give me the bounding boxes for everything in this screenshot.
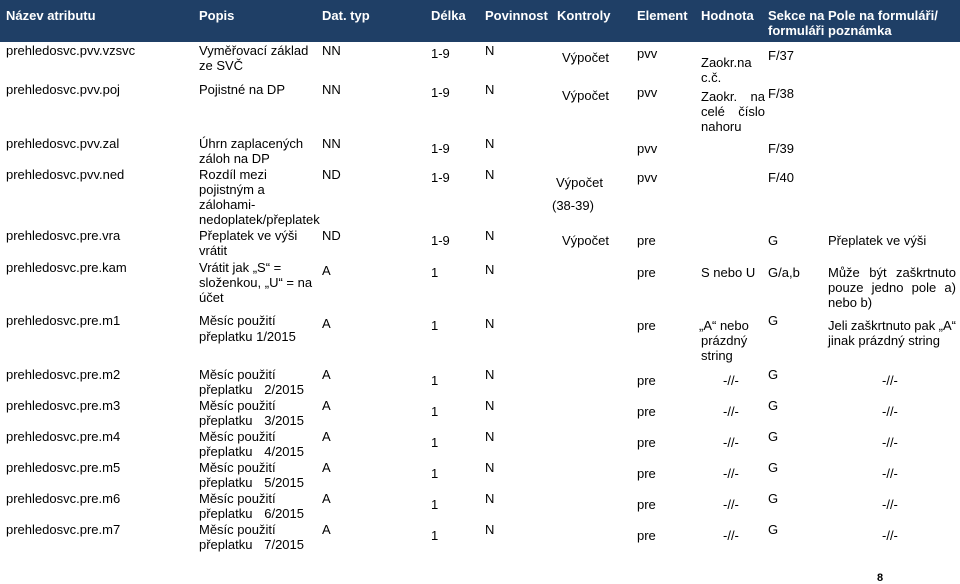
check: Výpočet [562,233,609,248]
length: 1 [431,318,439,333]
popis-line: Rozdíl mezi [199,167,267,182]
popis-word: přeplatku [199,475,253,490]
popis-word: 4/2015 [264,444,304,459]
data-type: NN [322,43,341,58]
field-word: Jeli [828,318,848,333]
attr-name: prehledosvc.pvv.zal [6,136,120,151]
page-number: 8 [877,572,884,584]
popis-word: přeplatku [199,413,253,428]
length: 1 [431,435,439,450]
popis-line: Pojistné na DP [199,82,285,97]
col-dat-typ: Dat. typ [322,8,370,23]
data-type: A [322,429,331,444]
col-delka: Délka [431,8,466,23]
field-word: jedno [871,280,904,295]
mandatory: N [485,136,495,151]
element: pvv [637,170,658,185]
popis-word: přeplatku [199,382,253,397]
data-type: ND [322,167,341,182]
value-word: číslo [738,104,765,119]
popis-line: nedoplatek/přeplatek [199,212,320,227]
form-field-line: jinak prázdný string [828,333,940,348]
mandatory: N [485,522,495,537]
col-element: Element [637,8,688,23]
mandatory: N [485,43,495,58]
mandatory: N [485,460,495,475]
value-line: nahoru [701,119,742,134]
popis-word: přeplatku [199,444,253,459]
form-field: Přeplatek ve výši [828,233,927,248]
popis-line: účet [199,290,224,305]
popis-line [199,506,304,521]
field-word: zaškrtnuto [896,265,956,280]
attr-name: prehledosvc.pvv.ned [6,167,125,182]
value: -//- [723,435,739,450]
element: pre [637,466,656,481]
check: Výpočet [562,88,609,103]
popis-word: 2/2015 [264,382,304,397]
field-word: pouze [828,280,864,295]
form-field-line [828,280,956,295]
attr-name: prehledosvc.pre.m3 [6,398,121,413]
popis-word: 5/2015 [264,475,304,490]
element: pre [637,497,656,512]
element: pre [637,233,656,248]
form-section: G [768,398,779,413]
table-header [0,0,960,42]
check: Výpočet [562,50,609,65]
popis-line: Měsíc použití [199,429,276,444]
field-word: být [869,265,887,280]
col-sekce-line2: formuláři [768,23,825,38]
popis-line [199,413,304,428]
mandatory: N [485,398,495,413]
value: S nebo U [701,265,756,280]
data-type: ND [322,228,341,243]
form-field: -//- [882,404,898,419]
form-field-line: nebo b) [828,295,873,310]
col-sekce-line1: Sekce na [768,8,825,23]
attr-name: prehledosvc.pvv.vzsvc [6,43,136,58]
popis-line: Měsíc použití [199,398,276,413]
col-nazev-atributu: Název atributu [6,8,96,23]
form-section: F/40 [768,170,795,185]
length: 1-9 [431,141,450,156]
value-word: Zaokr. [701,89,738,104]
length: 1-9 [431,46,450,61]
data-type: A [322,316,331,331]
field-word: pole [911,280,937,295]
value: -//- [723,404,739,419]
popis-line: Vrátit jak „S“ = [199,260,282,275]
popis-line [199,537,304,552]
element: pvv [637,46,658,61]
length: 1 [431,373,439,388]
attr-name: prehledosvc.pre.m4 [6,429,121,444]
attr-name: prehledosvc.pre.m6 [6,491,121,506]
form-section: F/37 [768,48,795,63]
col-pole-line2: poznámka [828,23,892,38]
form-field-line [828,265,956,280]
field-word: zaškrtnuto [850,318,911,333]
popis-line: přeplatku 1/2015 [199,329,296,344]
element: pre [637,435,656,450]
form-section: G [768,491,779,506]
form-field: -//- [882,435,898,450]
form-field: -//- [882,528,898,543]
value: -//- [723,528,739,543]
data-type: NN [322,82,341,97]
data-type: A [322,367,331,382]
attr-name: prehledosvc.pre.m1 [6,313,121,328]
popis-line: Měsíc použití [199,460,276,475]
popis-line: Měsíc použití [199,522,276,537]
element: pre [637,528,656,543]
length: 1-9 [431,170,450,185]
length: 1 [431,497,439,512]
check: (38-39) [552,198,594,213]
data-type: A [322,460,331,475]
length: 1 [431,404,439,419]
popis-word: přeplatku [199,506,253,521]
popis-word: přeplatku [199,537,253,552]
value-word: celé [701,104,725,119]
field-word: a) [944,280,956,295]
element: pre [637,404,656,419]
popis-line: Měsíc použití [199,367,276,382]
data-type: A [322,491,331,506]
element: pre [637,265,656,280]
col-kontroly: Kontroly [557,8,611,23]
popis-line [199,475,304,490]
mandatory: N [485,82,495,97]
mandatory: N [485,167,495,182]
form-section: G [768,460,779,475]
value-line: „A“ nebo [699,318,749,333]
popis-line: vrátit [199,243,228,258]
mandatory: N [485,429,495,444]
form-field: -//- [882,497,898,512]
value-word: na [750,89,765,104]
data-type: A [322,263,331,278]
value-line: string [701,348,733,363]
form-section: G [768,429,779,444]
form-section: G/a,b [768,265,800,280]
value: -//- [723,466,739,481]
value: -//- [723,373,739,388]
form-field-line [828,318,956,333]
col-pole-line1: Pole na formuláři/ [828,8,938,23]
field-word: „A“ [938,318,956,333]
col-popis: Popis [199,8,235,23]
length: 1-9 [431,85,450,100]
field-word: pak [914,318,936,333]
attr-name: prehledosvc.pvv.poj [6,82,120,97]
form-section: F/38 [768,86,795,101]
data-type: A [322,398,331,413]
popis-line: Měsíc použití [199,491,276,506]
element: pvv [637,141,658,156]
value: -//- [723,497,739,512]
popis-line: pojistným a [199,182,265,197]
col-povinnost: Povinnost [485,8,548,23]
col-hodnota: Hodnota [701,8,754,23]
popis-line: Úhrn zaplacených [199,136,304,151]
form-section: G [768,367,779,382]
popis-line: ze SVČ [199,58,244,73]
mandatory: N [485,262,495,277]
value-line [701,104,765,119]
form-field: -//- [882,466,898,481]
value-line: prázdný [701,333,748,348]
element: pre [637,373,656,388]
length: 1 [431,466,439,481]
attr-name: prehledosvc.pre.vra [6,228,121,243]
check: Výpočet [556,175,603,190]
popis-line: Přeplatek ve výši [199,228,298,243]
mandatory: N [485,228,495,243]
popis-word: 7/2015 [264,537,304,552]
attr-name: prehledosvc.pre.m2 [6,367,121,382]
mandatory: N [485,367,495,382]
mandatory: N [485,316,495,331]
length: 1 [431,265,439,280]
attr-name: prehledosvc.pre.kam [6,260,127,275]
length: 1 [431,528,439,543]
element: pvv [637,85,658,100]
value-line [701,89,765,104]
value-line: c.č. [701,70,722,85]
popis-word: 3/2015 [264,413,304,428]
popis-line: zálohami- [199,197,256,212]
popis-line: Měsíc použití [199,313,276,328]
form-field: -//- [882,373,898,388]
popis-word: 6/2015 [264,506,304,521]
popis-line [199,444,304,459]
value-line: Zaokr.na [701,55,752,70]
field-word: Může [828,265,860,280]
attr-name: prehledosvc.pre.m5 [6,460,121,475]
form-section: F/39 [768,141,795,156]
attr-name: prehledosvc.pre.m7 [6,522,121,537]
form-section: G [768,313,779,328]
popis-line: Vyměřovací základ [199,43,309,58]
form-section: G [768,233,779,248]
popis-line [199,382,304,397]
popis-line: záloh na DP [199,151,270,166]
length: 1-9 [431,233,450,248]
data-type: A [322,522,331,537]
data-type: NN [322,136,341,151]
popis-line: složenkou, „U“ = na [199,275,313,290]
element: pre [637,318,656,333]
form-section: G [768,522,779,537]
mandatory: N [485,491,495,506]
